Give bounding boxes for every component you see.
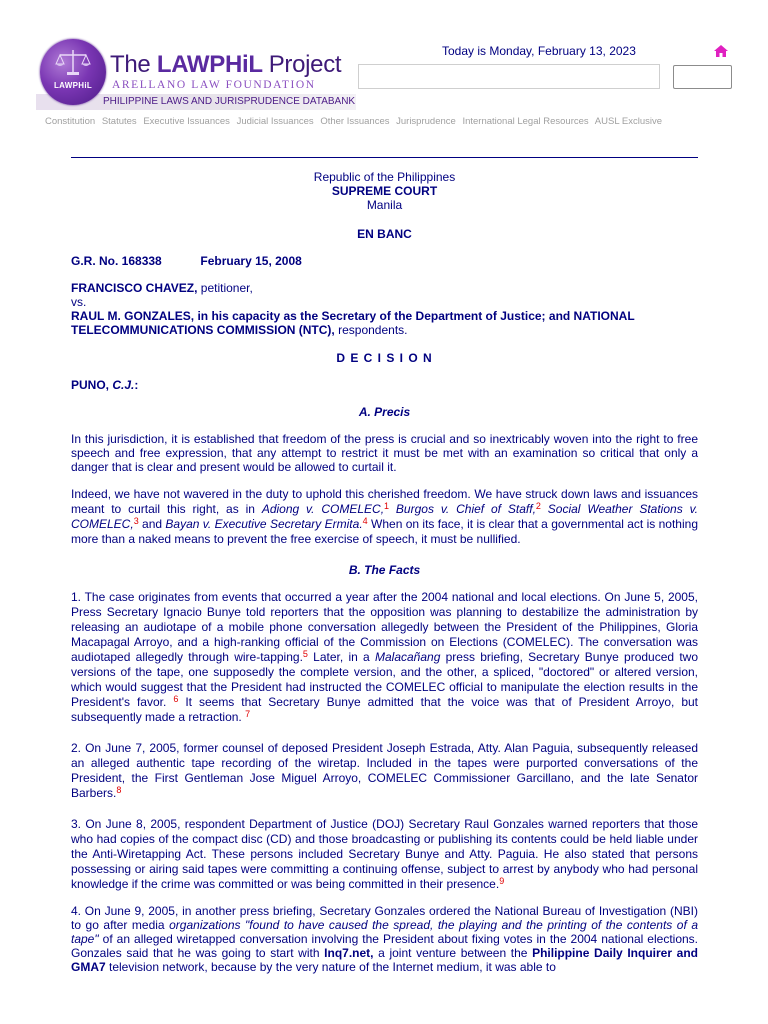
site-title [110,51,341,79]
emphasis: Inq7.net, [324,946,374,960]
footnote-ref[interactable]: 9 [499,876,505,886]
nav-other-issuances[interactable]: Other Issuances [320,116,390,127]
site-header [0,0,768,127]
petitioner-role: petitioner, [197,281,253,295]
footnote-ref[interactable]: 7 [245,709,251,719]
main-nav [45,116,666,127]
facts-paragraph-3 [71,817,698,892]
footnote-ref[interactable]: 8 [116,785,122,795]
nav-judicial-issuances[interactable]: Judicial Issuances [236,116,314,127]
republic-line: Republic of the Philippines [313,170,456,184]
gr-number: G.R. No. 168338 [71,254,162,268]
respondents-role: respondents. [334,323,408,337]
text: a joint venture between the [373,946,533,960]
text: 1. The case originates from events that occurred a year after the 2004 national and local elections. On June 5, 2005, Press Secretary Ignacio Bunye told reporters that the opposition was planning to destabilize the administration by releasing an audiotape of a mobile phone conversation allegedly between the President of the Philippines, Gloria Macapagal Arroyo, and a high-ranking official of the Commission on Elections (COMELEC). The conversation was audiotaped allegedly through wire-tapping. [71,590,698,664]
parties [71,281,698,337]
text: of an alleged wiretapped conversation involving the President about fixing votes in the 2004 national elections. Gonzales said that he was going to start with [71,932,698,960]
text: When on its face, it is clear that a governmental act is nothing more than a naked means to prevent the free exercise of speech, it must be nullified. [71,517,698,546]
text: Indeed, we have not wavered in the duty to uphold this cherished freedom. We have struck down laws and issuances meant to curtail this right, as in [71,487,698,516]
court-heading [71,170,698,212]
facts-paragraph-4 [71,904,698,974]
site-title-project: Project [268,51,342,78]
nav-executive-issuances[interactable]: Executive Issuances [143,116,230,127]
lawphil-logo[interactable] [40,39,106,105]
search-input[interactable] [358,64,660,89]
facts-paragraph-1 [71,590,698,725]
nav-constitution[interactable]: Constitution [45,116,96,127]
databank-label: PHILIPPINE LAWS AND JURISPRUDENCE DATABANK [103,96,356,107]
nav-international-legal-resources[interactable]: International Legal Resources [462,116,589,127]
home-icon[interactable] [713,44,729,58]
footnote-ref[interactable]: 5 [302,649,308,659]
ponente-colon: : [134,378,139,392]
text: 3. On June 8, 2005, respondent Department of Justice (DOJ) Secretary Raul Gonzales warned reporters that those who had copies of the compact disc (CD) and those broadcasting or publishing its contents could be held liable under the Anti-Wiretapping Act. These persons included Secretary Bunye and Atty. Paguia. He also stated that persons possessing or airing said tapes were committing a continuing offense, subject to arrest by anybody who had personal knowledge if the crime was committed or was being committed in their presence. [71,817,698,891]
case-citation[interactable]: Adiong v. COMELEC, [261,502,385,516]
case-citation[interactable]: Bayan v. Executive Secretary Ermita. [165,517,363,531]
precis-paragraph-1: In this jurisdiction, it is established that freedom of the press is crucial and so inextricably woven into the right to free speech and free expression, that any attempt to restrict it must be met with an examination so critical that only a danger that is clear and present would be allowed to curtail it. [71,432,698,474]
footnote-ref[interactable]: 2 [535,501,541,511]
facts-paragraph-2 [71,741,698,801]
text: 4. On June 9, 2005, in another press briefing, Secretary Gonzales ordered the National Bureau of Investigation (NBI) to go after media [71,904,698,932]
decision-heading: D E C I S I O N [336,351,433,365]
court-name: SUPREME COURT [331,184,438,198]
gr-date: February 15, 2008 [200,254,302,268]
footnote-ref[interactable]: 4 [362,516,368,526]
text: television network, because by the very nature of the Internet medium, it was able to [105,960,556,974]
quoted-text: organizations "found to have caused the spread, the playing and the printing of the contents of a tape" [71,918,698,946]
case-number-line [71,254,698,268]
text: Malacañang [374,650,441,664]
footnote-ref[interactable]: 6 [173,694,179,704]
foundation-name: ARELLANO LAW FOUNDATION [112,79,316,91]
versus: vs. [71,295,87,309]
case-citation[interactable]: Burgos v. Chief of Staff, [389,502,536,516]
text: and [138,517,166,531]
division-label: EN BANC [357,227,412,241]
search-button[interactable] [673,65,732,89]
text: press briefing, Secretary Bunye produced two versions of the tape, one supposedly the complete version, and the other, a spliced, "doctored" or altered version, which would suggest that the President had instructed the COMELEC official to manipulate the election results in the President's favor. [71,650,698,709]
respondents-name: RAUL M. GONZALES, in his capacity as the Secretary of the Department of Justice; and NATIONAL TELECOMMUNICATIONS COMMISSION (NTC), [71,309,635,337]
current-date: Today is Monday, February 13, 2023 [442,44,636,58]
text: 2. On June 7, 2005, former counsel of deposed President Joseph Estrada, Atty. Alan Paguia, subsequently released an alleged authentic tape recording of the wiretap. Included in the tapes were purported conversations of the President, the First Gentleman Jose Miguel Arroyo, COMELEC Commissioner Garcillano, and the late Senator Barbers. [71,741,698,800]
ponente-name: PUNO, [71,378,113,392]
section-a-heading: A. Precis [358,405,411,419]
nav-statutes[interactable]: Statutes [101,116,137,127]
ponente [71,378,698,392]
footnote-ref[interactable]: 3 [133,516,139,526]
nav-jurisprudence[interactable]: Jurisprudence [396,116,456,127]
scales-of-justice-icon [54,47,92,77]
logo-text: LAWPHiL [53,81,93,90]
text: Later, in a [307,650,375,664]
nav-ausl-exclusive[interactable]: AUSL Exclusive [594,116,663,127]
footnote-ref[interactable]: 1 [384,501,390,511]
site-title-lawphil: LAWPHiL [156,51,263,78]
ponente-title: C.J. [112,378,135,392]
site-title-the: The [110,51,151,78]
petitioner-name: FRANCISCO CHAVEZ, [71,281,198,295]
emphasis: Philippine Daily Inquirer and GMA7 [71,946,698,974]
header-divider [71,157,698,158]
text: It seems that Secretary Bunye admitted that the voice was that of President Arroyo, but subsequently made a retraction. [71,695,698,724]
precis-paragraph-2 [71,487,698,547]
section-b-heading: B. The Facts [348,563,421,577]
court-city: Manila [366,198,403,212]
case-citation[interactable]: Social Weather Stations v. COMELEC, [71,502,699,531]
